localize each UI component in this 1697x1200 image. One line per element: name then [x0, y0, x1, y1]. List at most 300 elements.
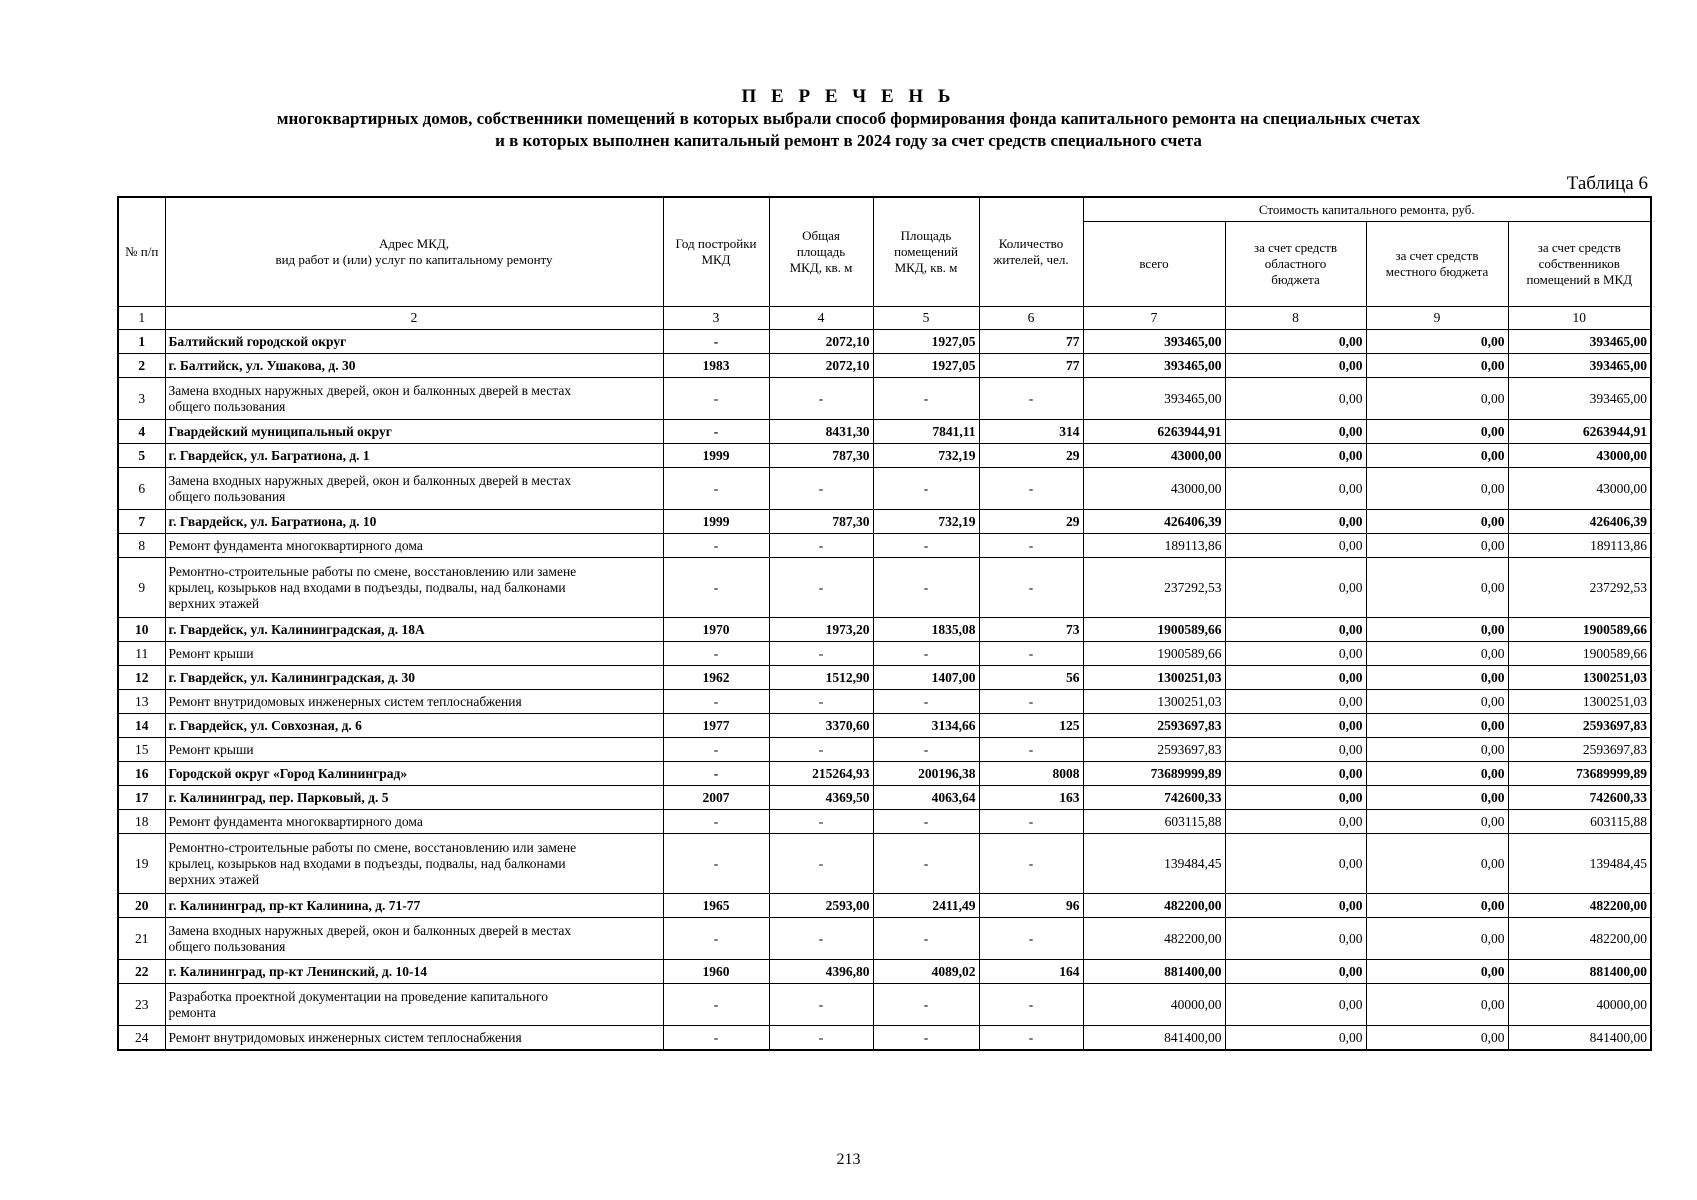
table-row	[118, 534, 1651, 558]
cell-residents: 77	[979, 330, 1083, 354]
cell-owners: 742600,33	[1508, 786, 1651, 810]
document-header	[0, 86, 1697, 152]
header-regional-line-2: областного	[1264, 256, 1327, 271]
cell-area: -	[769, 468, 873, 510]
column-number: 6	[979, 307, 1083, 330]
header-year-line-2: МКД	[701, 252, 731, 267]
cell-year: 1962	[663, 666, 769, 690]
cell-num: 11	[118, 642, 165, 666]
cell-premises: -	[873, 534, 979, 558]
cell-area: -	[769, 534, 873, 558]
cell-regional: 0,00	[1225, 690, 1366, 714]
cell-name: г. Гвардейск, ул. Багратиона, д. 10	[165, 510, 663, 534]
header-local-line-1: за счет средств	[1395, 248, 1479, 263]
cell-area: -	[769, 984, 873, 1026]
cell-name: г. Гвардейск, ул. Калининградская, д. 30	[165, 666, 663, 690]
table-row	[118, 810, 1651, 834]
cell-owners: 482200,00	[1508, 918, 1651, 960]
cell-regional: 0,00	[1225, 534, 1366, 558]
cell-year: -	[663, 834, 769, 894]
cell-num: 5	[118, 444, 165, 468]
cell-local: 0,00	[1366, 894, 1508, 918]
cell-owners: 40000,00	[1508, 984, 1651, 1026]
header-residents-line-1: Количество	[998, 236, 1064, 251]
cell-year: -	[663, 378, 769, 420]
table-row	[118, 960, 1651, 984]
cell-area: 787,30	[769, 444, 873, 468]
cell-regional: 0,00	[1225, 444, 1366, 468]
cell-area: 8431,30	[769, 420, 873, 444]
column-number: 3	[663, 307, 769, 330]
cell-regional: 0,00	[1225, 786, 1366, 810]
cell-owners: 426406,39	[1508, 510, 1651, 534]
cell-total: 742600,33	[1083, 786, 1225, 810]
cell-premises: 3134,66	[873, 714, 979, 738]
cell-total: 393465,00	[1083, 354, 1225, 378]
cell-owners: 841400,00	[1508, 1026, 1651, 1051]
document-subtitle-line-2: и в которых выполнен капитальный ремонт в 2024 году за счет средств специального счета	[495, 131, 1202, 150]
cell-total: 43000,00	[1083, 468, 1225, 510]
cell-year: -	[663, 468, 769, 510]
page-number: 213	[836, 1151, 861, 1168]
table-row	[118, 330, 1651, 354]
header-year-line-1: Год постройки	[675, 236, 757, 251]
cell-local: 0,00	[1366, 984, 1508, 1026]
cell-owners: 393465,00	[1508, 378, 1651, 420]
table-row	[118, 690, 1651, 714]
cell-residents: -	[979, 810, 1083, 834]
cell-year: -	[663, 738, 769, 762]
cell-num: 13	[118, 690, 165, 714]
header-premises-line-3: МКД, кв. м	[894, 260, 958, 275]
cell-regional: 0,00	[1225, 510, 1366, 534]
cell-residents: 73	[979, 618, 1083, 642]
cell-num: 6	[118, 468, 165, 510]
cell-regional: 0,00	[1225, 354, 1366, 378]
cell-area: -	[769, 642, 873, 666]
cell-regional: 0,00	[1225, 420, 1366, 444]
cell-total: 426406,39	[1083, 510, 1225, 534]
cell-residents: -	[979, 534, 1083, 558]
header-year	[663, 197, 769, 307]
cell-area: 787,30	[769, 510, 873, 534]
cell-total: 393465,00	[1083, 378, 1225, 420]
cell-name: г. Калининград, пер. Парковый, д. 5	[165, 786, 663, 810]
cell-owners: 393465,00	[1508, 354, 1651, 378]
cell-owners: 43000,00	[1508, 444, 1651, 468]
cell-year: -	[663, 330, 769, 354]
cell-name: г. Балтийск, ул. Ушакова, д. 30	[165, 354, 663, 378]
cell-local: 0,00	[1366, 378, 1508, 420]
cell-total: 2593697,83	[1083, 738, 1225, 762]
cell-residents: 314	[979, 420, 1083, 444]
cell-residents: -	[979, 1026, 1083, 1051]
cell-regional: 0,00	[1225, 642, 1366, 666]
column-number: 8	[1225, 307, 1366, 330]
cell-regional: 0,00	[1225, 738, 1366, 762]
table-row	[118, 666, 1651, 690]
cell-num: 9	[118, 558, 165, 618]
cell-name	[165, 984, 663, 1026]
cell-local: 0,00	[1366, 786, 1508, 810]
cell-regional: 0,00	[1225, 894, 1366, 918]
cell-regional: 0,00	[1225, 762, 1366, 786]
cell-area: -	[769, 810, 873, 834]
cell-name-line-3: верхних этажей	[168, 871, 260, 887]
cell-regional: 0,00	[1225, 810, 1366, 834]
cell-total: 841400,00	[1083, 1026, 1225, 1051]
table-row	[118, 786, 1651, 810]
header-num: № п/п	[118, 197, 165, 307]
cell-regional: 0,00	[1225, 468, 1366, 510]
cell-regional: 0,00	[1225, 330, 1366, 354]
cell-name-line-1: Замена входных наружных дверей, окон и балконных дверей в местах	[168, 472, 572, 488]
cell-year: -	[663, 420, 769, 444]
cell-premises: 1927,05	[873, 330, 979, 354]
cell-total: 6263944,91	[1083, 420, 1225, 444]
table-row	[118, 762, 1651, 786]
table-row	[118, 834, 1651, 894]
cell-area: -	[769, 690, 873, 714]
cell-year: -	[663, 810, 769, 834]
column-number: 4	[769, 307, 873, 330]
header-regional-line-1: за счет средств	[1254, 240, 1337, 255]
cell-year: -	[663, 918, 769, 960]
cell-local: 0,00	[1366, 420, 1508, 444]
cell-residents: 56	[979, 666, 1083, 690]
cell-residents: -	[979, 984, 1083, 1026]
cell-total: 139484,45	[1083, 834, 1225, 894]
cell-residents: 164	[979, 960, 1083, 984]
table-row	[118, 894, 1651, 918]
header-area-line-3: МКД, кв. м	[789, 260, 853, 275]
header-cost-group: Стоимость капитального ремонта, руб.	[1083, 197, 1651, 222]
cell-local: 0,00	[1366, 354, 1508, 378]
cell-num: 14	[118, 714, 165, 738]
cell-regional: 0,00	[1225, 1026, 1366, 1051]
cell-name-line-1: Ремонтно-строительные работы по смене, восстановлению или замене	[168, 563, 577, 579]
table-row	[118, 378, 1651, 420]
cell-total: 1900589,66	[1083, 618, 1225, 642]
header-area-line-1: Общая	[802, 228, 840, 243]
cell-owners: 1300251,03	[1508, 690, 1651, 714]
cell-owners: 603115,88	[1508, 810, 1651, 834]
cell-num: 18	[118, 810, 165, 834]
column-number-row	[118, 307, 1651, 330]
cell-residents: 8008	[979, 762, 1083, 786]
cell-owners: 881400,00	[1508, 960, 1651, 984]
header-residents	[979, 197, 1083, 307]
cell-local: 0,00	[1366, 510, 1508, 534]
cell-year: -	[663, 1026, 769, 1051]
cell-premises: 1835,08	[873, 618, 979, 642]
cell-regional: 0,00	[1225, 378, 1366, 420]
table-row	[118, 618, 1651, 642]
header-regional	[1225, 222, 1366, 307]
table-row	[118, 354, 1651, 378]
cell-area: 1973,20	[769, 618, 873, 642]
cell-premises: -	[873, 918, 979, 960]
cell-premises: -	[873, 468, 979, 510]
cell-name: Балтийский городской округ	[165, 330, 663, 354]
header-local-line-2: местного бюджета	[1385, 264, 1489, 279]
cell-name: г. Гвардейск, ул. Багратиона, д. 1	[165, 444, 663, 468]
document-title: П Е Р Е Ч Е Н Ь	[741, 86, 956, 107]
cell-year: 1970	[663, 618, 769, 642]
cell-name: Ремонт внутридомовых инженерных систем теплоснабжения	[165, 690, 663, 714]
cell-regional: 0,00	[1225, 984, 1366, 1026]
cell-owners: 1900589,66	[1508, 642, 1651, 666]
header-area-line-2: площадь	[796, 244, 846, 259]
column-number: 7	[1083, 307, 1225, 330]
cell-num: 8	[118, 534, 165, 558]
cell-premises: 7841,11	[873, 420, 979, 444]
header-regional-line-3: бюджета	[1271, 272, 1320, 287]
cell-premises: 732,19	[873, 444, 979, 468]
header-premises-line-1: Площадь	[900, 228, 952, 243]
cell-residents: -	[979, 918, 1083, 960]
cell-name-line-2: ремонта	[168, 1004, 216, 1020]
header-owners-line-1: за счет средств	[1537, 240, 1621, 255]
header-total: всего	[1083, 222, 1225, 307]
cell-residents: -	[979, 738, 1083, 762]
cell-year: -	[663, 984, 769, 1026]
header-address-line-1: Адрес МКД,	[379, 236, 449, 251]
cell-total: 189113,86	[1083, 534, 1225, 558]
cell-area: -	[769, 918, 873, 960]
cell-local: 0,00	[1366, 444, 1508, 468]
table-row	[118, 738, 1651, 762]
column-number: 1	[118, 307, 165, 330]
header-premises	[873, 197, 979, 307]
cell-name: Ремонт внутридомовых инженерных систем теплоснабжения	[165, 1026, 663, 1051]
cell-premises: 1927,05	[873, 354, 979, 378]
cell-owners: 1300251,03	[1508, 666, 1651, 690]
cell-name-line-2: общего пользования	[168, 938, 286, 954]
cell-regional: 0,00	[1225, 666, 1366, 690]
cell-year: 2007	[663, 786, 769, 810]
header-residents-line-2: жителей, чел.	[993, 252, 1069, 267]
cell-num: 1	[118, 330, 165, 354]
header-local	[1366, 222, 1508, 307]
cell-year: 1960	[663, 960, 769, 984]
cell-premises: -	[873, 378, 979, 420]
document-subtitle-line-1: многоквартирных домов, собственники помещений в которых выбрали способ формирования фонда капитального ремонта на специальных счетах	[276, 109, 1421, 128]
cell-total: 73689999,89	[1083, 762, 1225, 786]
cell-residents: -	[979, 468, 1083, 510]
header-address	[165, 197, 663, 307]
cell-year: -	[663, 762, 769, 786]
header-owners-line-3: помещений в МКД	[1526, 272, 1633, 287]
cell-regional: 0,00	[1225, 960, 1366, 984]
header-address-line-2: вид работ и (или) услуг по капитальному ремонту	[275, 252, 553, 267]
cell-name-line-1: Замена входных наружных дверей, окон и балконных дверей в местах	[168, 922, 572, 938]
cell-name: г. Калининград, пр-кт Калинина, д. 71-77	[165, 894, 663, 918]
cell-residents: 96	[979, 894, 1083, 918]
cell-residents: 77	[979, 354, 1083, 378]
cell-num: 22	[118, 960, 165, 984]
cell-name-line-1: Ремонтно-строительные работы по смене, восстановлению или замене	[168, 839, 577, 855]
cell-name: г. Калининград, пр-кт Ленинский, д. 10-14	[165, 960, 663, 984]
cell-premises: -	[873, 738, 979, 762]
table-row	[118, 642, 1651, 666]
cell-num: 12	[118, 666, 165, 690]
cell-regional: 0,00	[1225, 558, 1366, 618]
table-row	[118, 714, 1651, 738]
cell-year: 1977	[663, 714, 769, 738]
cell-area: -	[769, 558, 873, 618]
cell-year: -	[663, 690, 769, 714]
cell-area: 2593,00	[769, 894, 873, 918]
cell-owners: 2593697,83	[1508, 714, 1651, 738]
cell-num: 21	[118, 918, 165, 960]
cell-num: 20	[118, 894, 165, 918]
cell-owners: 189113,86	[1508, 534, 1651, 558]
cell-local: 0,00	[1366, 690, 1508, 714]
cell-owners: 6263944,91	[1508, 420, 1651, 444]
cell-year: 1999	[663, 444, 769, 468]
cell-year: -	[663, 558, 769, 618]
cell-area: 3370,60	[769, 714, 873, 738]
cell-name: Гвардейский муниципальный округ	[165, 420, 663, 444]
cell-name	[165, 378, 663, 420]
cell-num: 4	[118, 420, 165, 444]
cell-local: 0,00	[1366, 738, 1508, 762]
cell-premises: 1407,00	[873, 666, 979, 690]
cell-name-line-2: общего пользования	[168, 398, 286, 414]
cell-residents: -	[979, 642, 1083, 666]
cell-year: 1983	[663, 354, 769, 378]
table-row	[118, 558, 1651, 618]
cell-total: 2593697,83	[1083, 714, 1225, 738]
cell-total: 881400,00	[1083, 960, 1225, 984]
cell-total: 40000,00	[1083, 984, 1225, 1026]
cell-total: 482200,00	[1083, 894, 1225, 918]
header-premises-line-2: помещений	[894, 244, 958, 259]
cell-name: г. Гвардейск, ул. Калининградская, д. 18А	[165, 618, 663, 642]
cell-regional: 0,00	[1225, 834, 1366, 894]
cell-premises: 4089,02	[873, 960, 979, 984]
cell-total: 1300251,03	[1083, 666, 1225, 690]
cell-num: 17	[118, 786, 165, 810]
cell-total: 237292,53	[1083, 558, 1225, 618]
cell-premises: 4063,64	[873, 786, 979, 810]
cell-name: г. Гвардейск, ул. Совхозная, д. 6	[165, 714, 663, 738]
cell-name-line-2: общего пользования	[168, 488, 286, 504]
cell-num: 19	[118, 834, 165, 894]
cell-num: 16	[118, 762, 165, 786]
table-row	[118, 918, 1651, 960]
cell-residents: 29	[979, 444, 1083, 468]
cell-local: 0,00	[1366, 960, 1508, 984]
cell-premises: -	[873, 558, 979, 618]
cell-owners: 139484,45	[1508, 834, 1651, 894]
cell-name	[165, 468, 663, 510]
cell-name: Ремонт фундамента многоквартирного дома	[165, 534, 663, 558]
cell-residents: 163	[979, 786, 1083, 810]
cell-name	[165, 558, 663, 618]
cell-premises: 200196,38	[873, 762, 979, 786]
table-row	[118, 1026, 1651, 1051]
cell-local: 0,00	[1366, 918, 1508, 960]
cell-premises: -	[873, 810, 979, 834]
cell-year: 1965	[663, 894, 769, 918]
cell-premises: 732,19	[873, 510, 979, 534]
cell-area: 215264,93	[769, 762, 873, 786]
cell-num: 24	[118, 1026, 165, 1051]
column-number: 9	[1366, 307, 1508, 330]
cell-premises: -	[873, 984, 979, 1026]
cell-area: -	[769, 1026, 873, 1051]
cell-local: 0,00	[1366, 762, 1508, 786]
cell-name: Городской округ «Город Калининград»	[165, 762, 663, 786]
cell-num: 7	[118, 510, 165, 534]
cell-year: -	[663, 534, 769, 558]
cell-regional: 0,00	[1225, 918, 1366, 960]
cell-local: 0,00	[1366, 468, 1508, 510]
table-row	[118, 984, 1651, 1026]
cell-residents: 125	[979, 714, 1083, 738]
cell-area: 4369,50	[769, 786, 873, 810]
cell-premises: -	[873, 642, 979, 666]
table-label: Таблица 6	[1566, 173, 1648, 194]
cell-name-line-1: Разработка проектной документации на проведение капитального	[168, 988, 549, 1004]
cell-name: Ремонт крыши	[165, 642, 663, 666]
cell-local: 0,00	[1366, 1026, 1508, 1051]
cell-year: 1999	[663, 510, 769, 534]
cell-residents: -	[979, 378, 1083, 420]
cell-local: 0,00	[1366, 666, 1508, 690]
cell-total: 393465,00	[1083, 330, 1225, 354]
cell-total: 603115,88	[1083, 810, 1225, 834]
cell-residents: -	[979, 558, 1083, 618]
cell-owners: 2593697,83	[1508, 738, 1651, 762]
cell-owners: 482200,00	[1508, 894, 1651, 918]
header-owners	[1508, 222, 1651, 307]
cell-local: 0,00	[1366, 642, 1508, 666]
cell-num: 23	[118, 984, 165, 1026]
cell-name-line-2: крылец, козырьков над входами в подъезды, подвалы, над балконами	[168, 579, 566, 595]
column-number: 2	[165, 307, 663, 330]
cell-premises: -	[873, 690, 979, 714]
cell-name: Ремонт фундамента многоквартирного дома	[165, 810, 663, 834]
cell-year: -	[663, 642, 769, 666]
cell-total: 482200,00	[1083, 918, 1225, 960]
cell-owners: 393465,00	[1508, 330, 1651, 354]
column-number: 5	[873, 307, 979, 330]
cell-area: -	[769, 738, 873, 762]
cell-premises: 2411,49	[873, 894, 979, 918]
cell-area: 4396,80	[769, 960, 873, 984]
header-owners-line-2: собственников	[1538, 256, 1620, 271]
cell-owners: 43000,00	[1508, 468, 1651, 510]
cell-regional: 0,00	[1225, 714, 1366, 738]
cell-residents: 29	[979, 510, 1083, 534]
cell-num: 10	[118, 618, 165, 642]
cell-area: -	[769, 378, 873, 420]
cell-name-line-1: Замена входных наружных дверей, окон и балконных дверей в местах	[168, 382, 572, 398]
cell-num: 3	[118, 378, 165, 420]
cell-premises: -	[873, 1026, 979, 1051]
cell-owners: 237292,53	[1508, 558, 1651, 618]
table-row	[118, 420, 1651, 444]
cell-area: -	[769, 834, 873, 894]
table-row	[118, 510, 1651, 534]
repair-table	[117, 196, 1652, 1051]
cell-residents: -	[979, 834, 1083, 894]
cell-local: 0,00	[1366, 534, 1508, 558]
cell-name-line-2: крылец, козырьков над входами в подъезды, подвалы, над балконами	[168, 855, 566, 871]
